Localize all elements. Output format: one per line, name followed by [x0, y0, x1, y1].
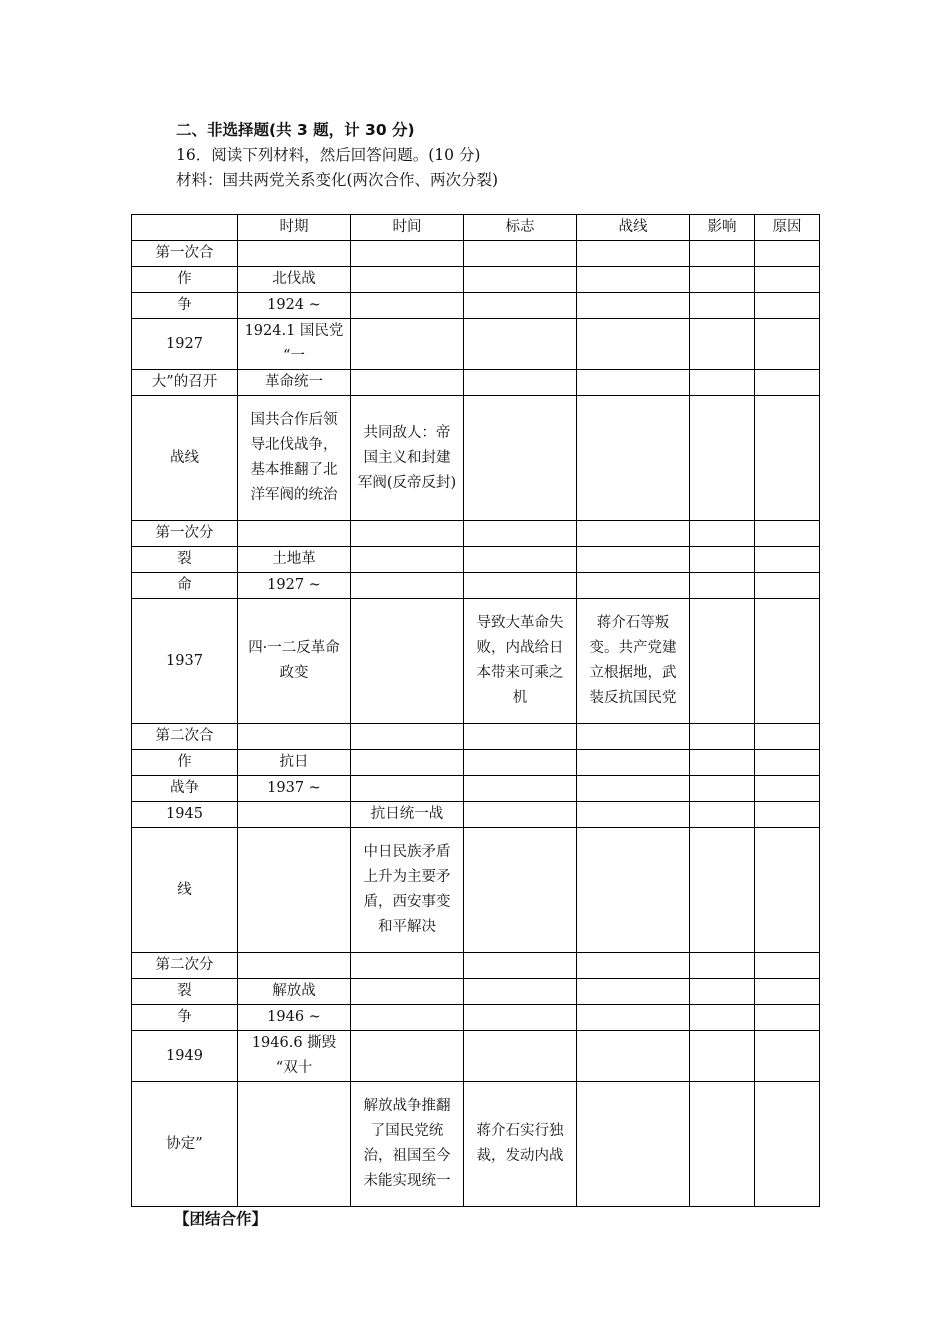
material-text: 材料：国共两党关系变化(两次合作、两次分裂) [176, 171, 499, 189]
table-row [132, 750, 820, 776]
table-cell: 中日民族矛盾上升为主要矛盾，西安事变和平解决 [351, 828, 464, 953]
table-cell [351, 724, 464, 750]
table-cell [577, 1031, 690, 1082]
table-cell [755, 828, 820, 953]
table-cell [577, 241, 690, 267]
table-cell: 作 [132, 750, 238, 776]
table-cell [351, 776, 464, 802]
table-cell [577, 293, 690, 319]
table-cell: 裂 [132, 547, 238, 573]
table-cell [351, 267, 464, 293]
table-cell [690, 521, 755, 547]
table-cell [755, 1082, 820, 1207]
table-row [132, 573, 820, 599]
table-cell [755, 370, 820, 396]
table-cell [755, 319, 820, 370]
table-cell [577, 521, 690, 547]
table-cell [351, 370, 464, 396]
table-cell [238, 1082, 351, 1207]
section-title: 二、非选择题(共 3 题，计 30 分) [176, 121, 415, 139]
table-cell [351, 953, 464, 979]
table-cell [464, 750, 577, 776]
table-cell [577, 1082, 690, 1207]
table-cell [464, 953, 577, 979]
table-row [132, 979, 820, 1005]
table-cell: 1945 [132, 802, 238, 828]
table-cell [577, 776, 690, 802]
header-cell: 原因 [755, 215, 820, 241]
table-row [132, 241, 820, 267]
table-cell [755, 979, 820, 1005]
table-cell [351, 1031, 464, 1082]
table-cell [464, 979, 577, 1005]
table-cell [755, 396, 820, 521]
table-cell [577, 267, 690, 293]
table-cell [464, 319, 577, 370]
table-cell: 土地革 [238, 547, 351, 573]
table-cell [464, 724, 577, 750]
table-cell: 1949 [132, 1031, 238, 1082]
table-cell: 1924.1 国民党 “一 [238, 319, 351, 370]
table-cell: 1946 ~ [238, 1005, 351, 1031]
table-cell: 第二次分 [132, 953, 238, 979]
table-cell [577, 724, 690, 750]
table-cell: 1927 ~ [238, 573, 351, 599]
table-cell [755, 573, 820, 599]
table-cell: 第一次合 [132, 241, 238, 267]
header-cell: 影响 [690, 215, 755, 241]
table-cell [577, 370, 690, 396]
table-cell [690, 293, 755, 319]
table-cell [755, 724, 820, 750]
table-cell: 大”的召开 [132, 370, 238, 396]
table-cell [690, 599, 755, 724]
table-cell [238, 802, 351, 828]
question-text: 16．阅读下列材料，然后回答问题。(10 分) [176, 146, 481, 164]
table-cell: 战争 [132, 776, 238, 802]
table-cell: 抗日 [238, 750, 351, 776]
header-cell: 时间 [351, 215, 464, 241]
table-cell [351, 573, 464, 599]
table-cell: 抗日统一战 [351, 802, 464, 828]
table-cell: 1924 ~ [238, 293, 351, 319]
table-cell [351, 241, 464, 267]
table-cell: 1927 [132, 319, 238, 370]
table-cell: 线 [132, 828, 238, 953]
table-cell [690, 1082, 755, 1207]
table-cell [690, 828, 755, 953]
table-cell [238, 953, 351, 979]
header-cell: 标志 [464, 215, 577, 241]
table-row [132, 776, 820, 802]
table-cell: 解放战争推翻了国民党统治，祖国至今未能实现统一 [351, 1082, 464, 1207]
table-row [132, 1082, 820, 1207]
table-cell [690, 370, 755, 396]
table-cell [577, 547, 690, 573]
table-cell [577, 750, 690, 776]
header-cell [132, 215, 238, 241]
table-cell [464, 828, 577, 953]
table-row [132, 802, 820, 828]
table-row [132, 547, 820, 573]
footer-heading: 【团结合作】 [174, 1210, 268, 1228]
table-cell [577, 828, 690, 953]
header-cell: 时期 [238, 215, 351, 241]
table-cell: 争 [132, 1005, 238, 1031]
table-cell [755, 802, 820, 828]
table-cell [238, 241, 351, 267]
table-row [132, 828, 820, 953]
table-cell [464, 802, 577, 828]
table-cell [464, 1005, 577, 1031]
table-cell [238, 828, 351, 953]
table-cell [690, 802, 755, 828]
table-row [132, 1005, 820, 1031]
table-cell [690, 724, 755, 750]
table-cell [464, 547, 577, 573]
table-cell [577, 953, 690, 979]
table-row [132, 724, 820, 750]
table-cell [690, 573, 755, 599]
table-cell: 解放战 [238, 979, 351, 1005]
table-cell: 1946.6 撕毁 “双十 [238, 1031, 351, 1082]
table-cell: 第二次合 [132, 724, 238, 750]
table-cell [755, 599, 820, 724]
table-cell: 争 [132, 293, 238, 319]
table-cell [690, 953, 755, 979]
table-cell [351, 547, 464, 573]
table-cell [351, 1005, 464, 1031]
table-cell: 协定” [132, 1082, 238, 1207]
table-cell: 共同敌人：帝国主义和封建军阀(反帝反封) [351, 396, 464, 521]
table-cell [464, 573, 577, 599]
table-row [132, 599, 820, 724]
table-cell [351, 599, 464, 724]
table-cell [464, 370, 577, 396]
table-cell: 裂 [132, 979, 238, 1005]
table-row [132, 319, 820, 370]
table-cell [238, 521, 351, 547]
table-cell [464, 1031, 577, 1082]
table-cell: 作 [132, 267, 238, 293]
table-cell [690, 979, 755, 1005]
table-cell [690, 547, 755, 573]
table-cell [351, 750, 464, 776]
table-cell: 北伐战 [238, 267, 351, 293]
table-cell: 蒋介石等叛变。共产党建立根据地，武装反抗国民党 [577, 599, 690, 724]
table-cell [690, 1031, 755, 1082]
table-cell [464, 396, 577, 521]
table-cell [351, 319, 464, 370]
table-cell: 革命统一 [238, 370, 351, 396]
table-row [132, 370, 820, 396]
table-cell [577, 979, 690, 1005]
table-row [132, 267, 820, 293]
table-cell [351, 521, 464, 547]
table-cell [755, 953, 820, 979]
table-cell [351, 979, 464, 1005]
table-cell [351, 293, 464, 319]
table-cell [464, 776, 577, 802]
table-cell: 1937 ~ [238, 776, 351, 802]
table-cell [577, 1005, 690, 1031]
table-cell: 蒋介石实行独裁，发动内战 [464, 1082, 577, 1207]
table-cell [577, 573, 690, 599]
relations-table [131, 214, 820, 1207]
header-cell: 战线 [577, 215, 690, 241]
table-cell [690, 396, 755, 521]
table-cell [577, 319, 690, 370]
table-cell [690, 1005, 755, 1031]
table-row [132, 953, 820, 979]
table-cell: 1937 [132, 599, 238, 724]
table-cell [577, 802, 690, 828]
table-cell [690, 241, 755, 267]
table-cell [755, 521, 820, 547]
table-cell: 四·一二反革命政变 [238, 599, 351, 724]
table-cell [690, 267, 755, 293]
table-cell [755, 267, 820, 293]
table-cell [755, 1005, 820, 1031]
table-cell [755, 1031, 820, 1082]
table-cell [577, 396, 690, 521]
table-cell [755, 293, 820, 319]
table-cell [690, 319, 755, 370]
table-row [132, 1031, 820, 1082]
table-cell: 导致大革命失败，内战给日本带来可乘之机 [464, 599, 577, 724]
table-header-row [132, 215, 820, 241]
table-cell: 第一次分 [132, 521, 238, 547]
table-cell [690, 776, 755, 802]
table-row [132, 396, 820, 521]
table-cell [755, 750, 820, 776]
table-cell [464, 293, 577, 319]
table-cell: 战线 [132, 396, 238, 521]
table-cell [464, 521, 577, 547]
table-cell [755, 241, 820, 267]
table-cell [464, 241, 577, 267]
table-cell: 命 [132, 573, 238, 599]
table-row [132, 293, 820, 319]
table-cell [238, 724, 351, 750]
table-cell [755, 547, 820, 573]
table-cell: 国共合作后领导北伐战争，基本推翻了北洋军阀的统治 [238, 396, 351, 521]
table-row [132, 521, 820, 547]
table-cell [690, 750, 755, 776]
table-cell [464, 267, 577, 293]
table-cell [755, 776, 820, 802]
